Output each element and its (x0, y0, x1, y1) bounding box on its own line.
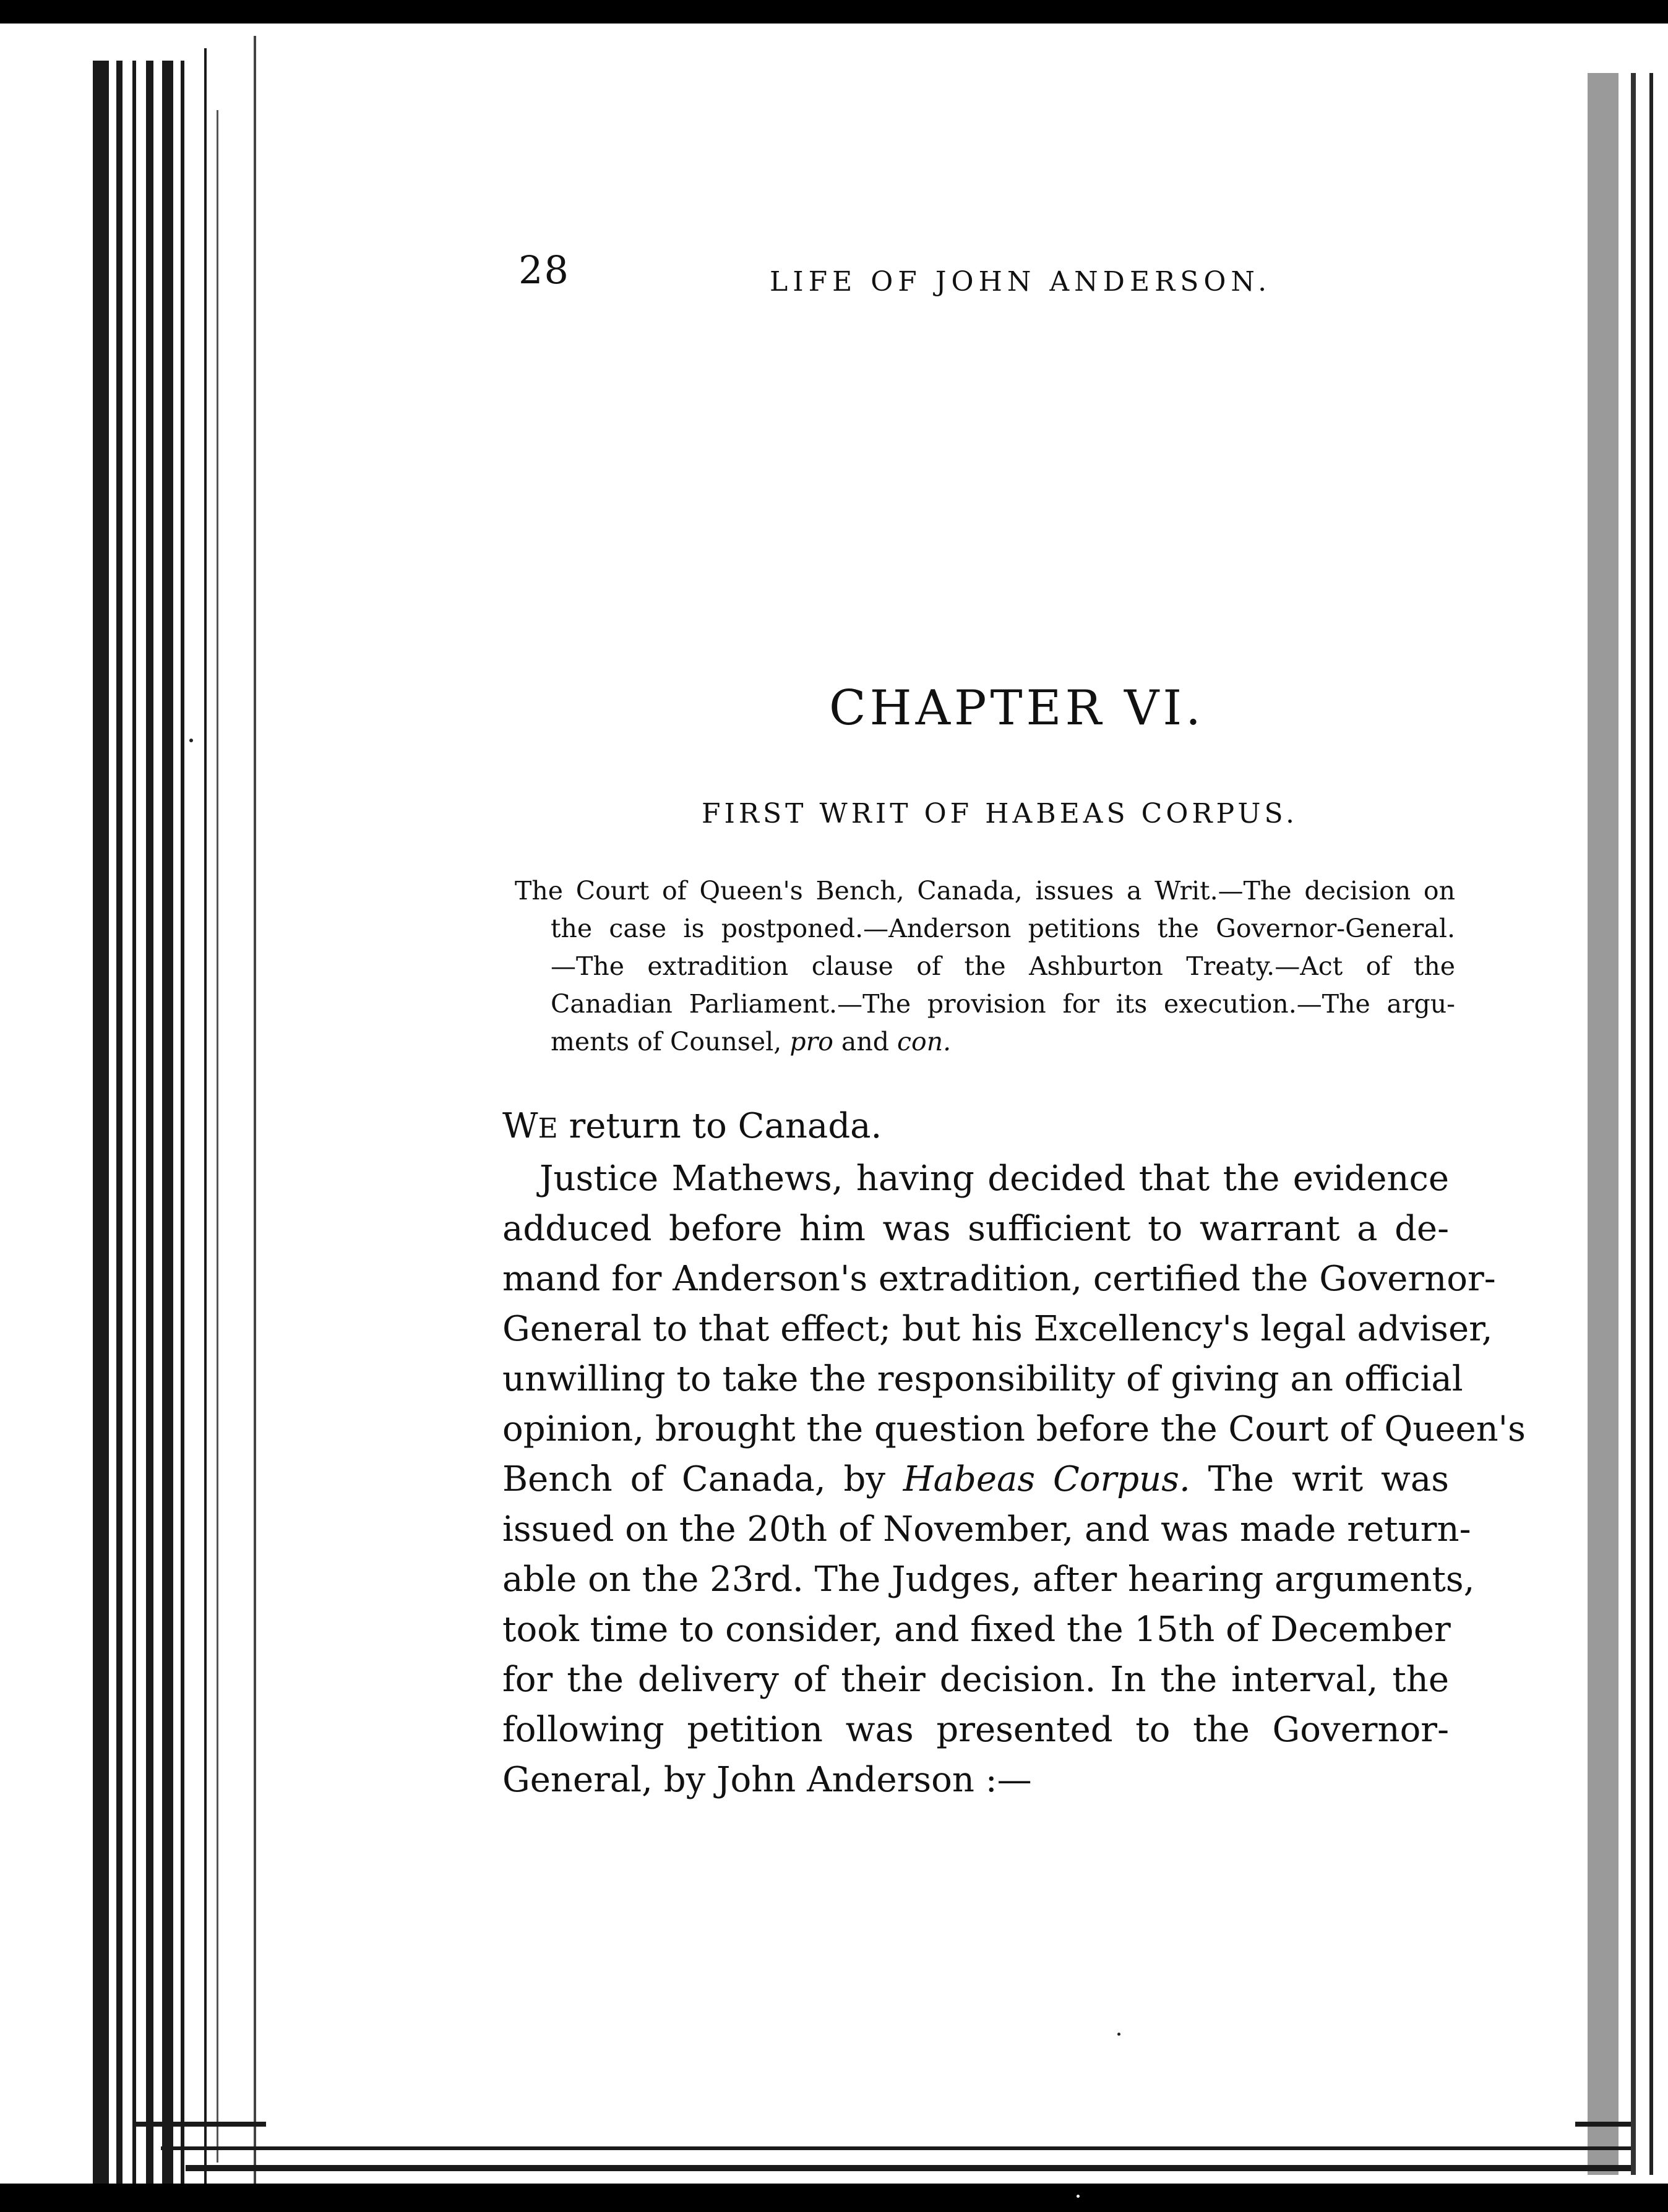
scan-speck (189, 739, 193, 742)
italic-habeas-corpus: Habeas Corpus. (903, 1459, 1190, 1499)
body-text (502, 1101, 1526, 1805)
page-edge (1649, 73, 1653, 2175)
chapter-subtitle: FIRST WRIT OF HABEAS CORPUS. (702, 798, 1299, 830)
page-number: 28 (518, 247, 570, 293)
synopsis-line (515, 1023, 1455, 1061)
synopsis-text: ments of Counsel, (551, 1027, 790, 1057)
book-page (266, 30, 1575, 2127)
opening-line (502, 1101, 1449, 1154)
synopsis-italic-pro: pro (789, 1027, 833, 1057)
page-edge (93, 61, 109, 2200)
paragraph-line: mand for Anderson's extradition, certified the Governor- (502, 1259, 1496, 1299)
paragraph-line: adduced before him was sufficient to warrant a de- (502, 1209, 1449, 1249)
scan-speck (1077, 2195, 1080, 2198)
page-edge (217, 110, 218, 2163)
paragraph-line: for the delivery of their decision. In the interval, the (502, 1660, 1449, 1700)
opening-smallcap: E (538, 1113, 558, 1144)
page-edge (1631, 73, 1636, 2175)
opening-initial: W (502, 1106, 538, 1146)
synopsis-italic-con: con. (897, 1027, 952, 1057)
page-edge-bottom (161, 2146, 1631, 2150)
page-edge (162, 61, 173, 2200)
page-edge (181, 61, 184, 2200)
book-page-edges-right (1575, 24, 1668, 2212)
paragraph-line: able on the 23rd. The Judges, after hearing arguments, (502, 1559, 1475, 1600)
page-edge (254, 36, 256, 2212)
paragraph-line: following petition was presented to the Governor- (502, 1710, 1449, 1750)
paragraph-line (502, 1454, 1449, 1504)
paragraph-line: opinion, brought the question before the Court of Queen's (502, 1409, 1526, 1449)
synopsis-line: Canadian Parliament.—The provision for its execution.—The argu- (551, 989, 1455, 1019)
line-text: The writ was (1190, 1459, 1450, 1499)
synopsis-line: —The extradition clause of the Ashburton Treaty.—Act of the (551, 951, 1455, 981)
paragraph-line: General, by John Anderson :— (502, 1760, 1032, 1800)
book-page-edges-left (0, 24, 266, 2212)
paragraph-line: General to that effect; but his Excellency's legal adviser, (502, 1309, 1493, 1349)
synopsis-line: The Court of Queen's Bench, Canada, issues a Writ.—The decision on (515, 876, 1455, 906)
line-text: Bench of Canada, by (502, 1459, 903, 1499)
paragraph-line: took time to consider, and fixed the 15th of December (502, 1610, 1451, 1650)
synopsis-text: and (833, 1027, 898, 1057)
paragraph-line: issued on the 20th of November, and was made return- (502, 1509, 1471, 1550)
chapter-title: CHAPTER VI. (829, 680, 1205, 736)
page-edge (132, 61, 136, 2200)
paragraph-line: unwilling to take the responsibility of giving an official (502, 1359, 1463, 1399)
scan-bottom-border (0, 2184, 1668, 2212)
synopsis-line: the case is postponed.—Anderson petitions the Governor-General. (551, 914, 1455, 943)
running-head: LIFE OF JOHN ANDERSON. (770, 266, 1272, 298)
page-edge-bottom (186, 2165, 1631, 2171)
scan-top-border (0, 0, 1668, 24)
page-edge (146, 61, 153, 2200)
page-edge (204, 48, 207, 2200)
scan-speck (1117, 2033, 1120, 2036)
page-shadow (1588, 73, 1619, 2175)
page-edge (116, 61, 123, 2200)
paragraph-line: Justice Mathews, having decided that the evidence (540, 1159, 1449, 1199)
opening-rest: return to Canada. (557, 1106, 882, 1146)
chapter-synopsis (515, 872, 1455, 1061)
